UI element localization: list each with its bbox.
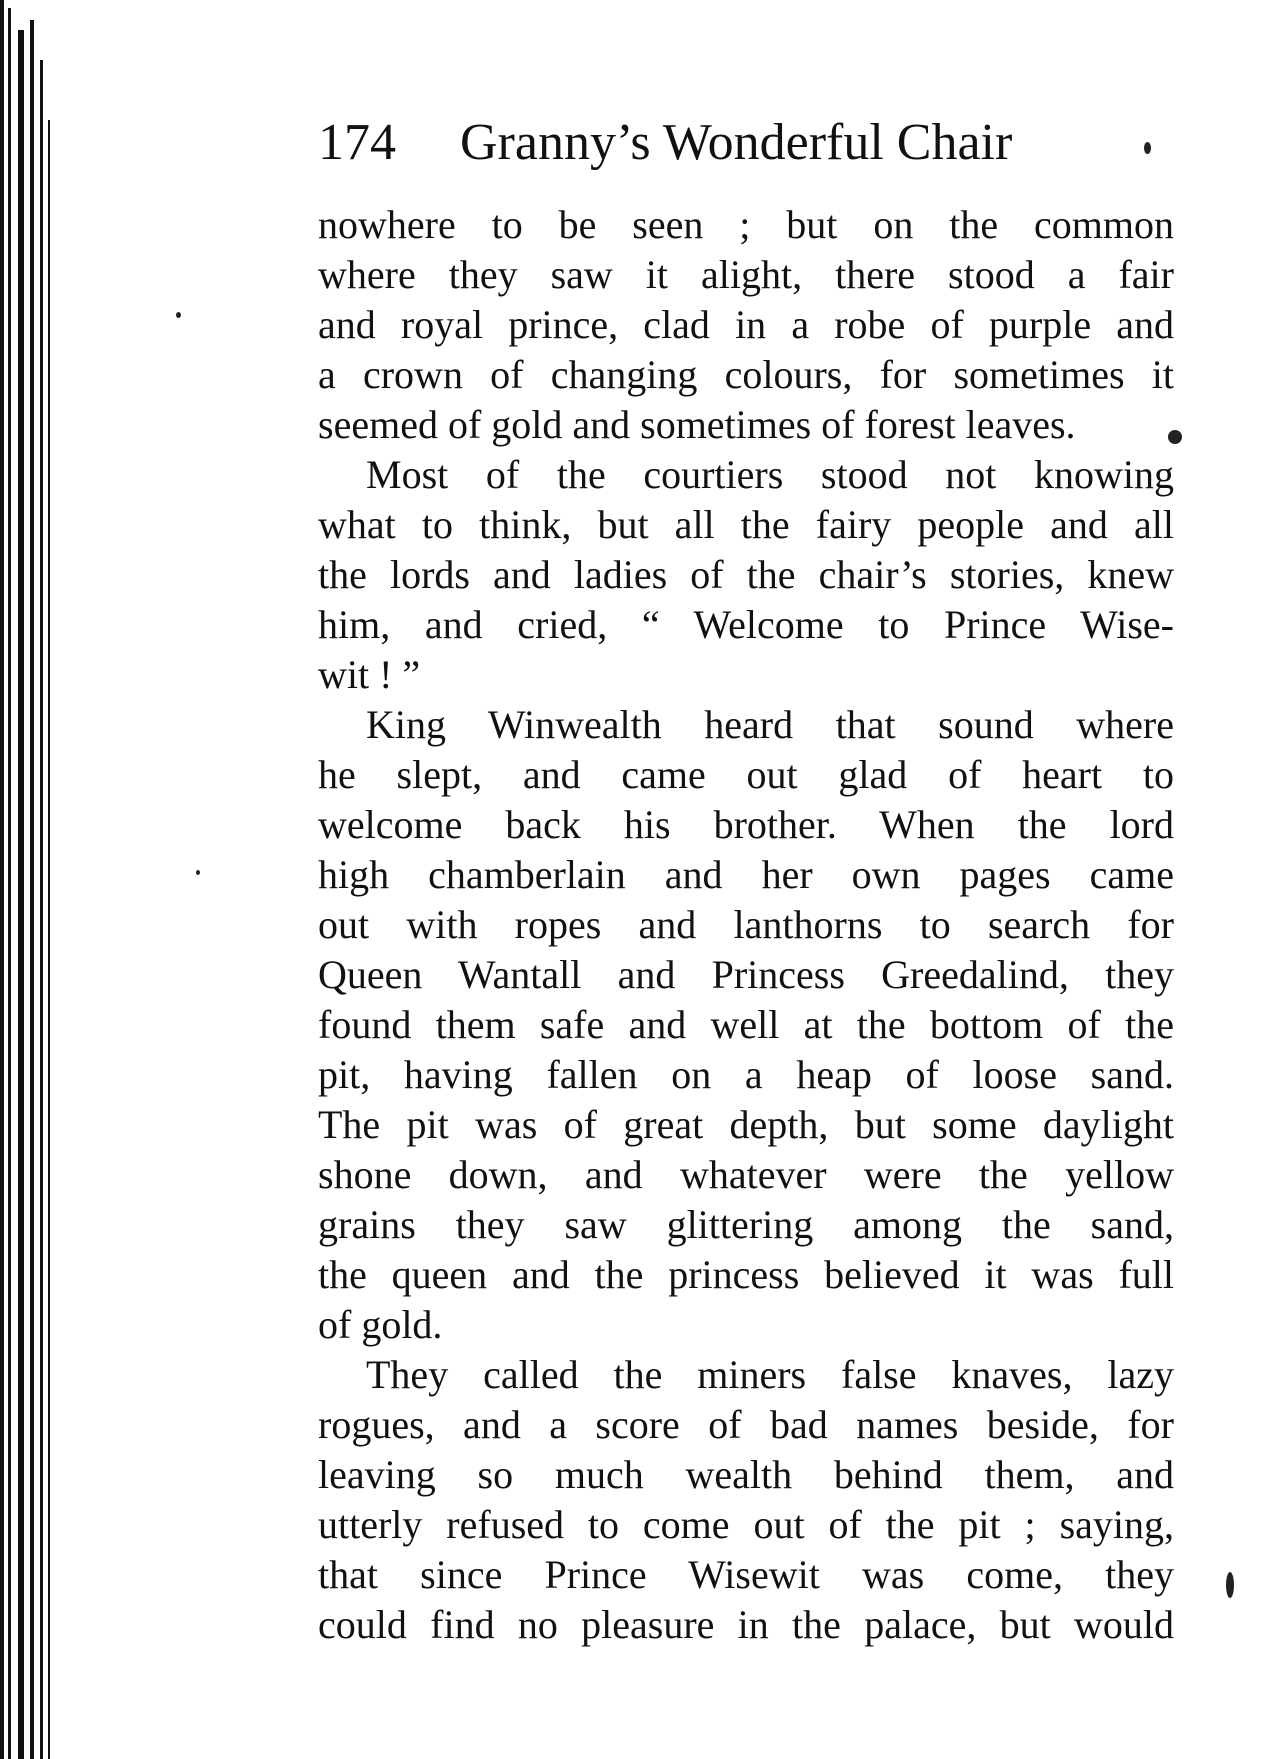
binding-edge-line [18,30,24,1759]
body-text [318,200,1174,1650]
text-line: the lords and ladies of the chair’s stories, knew [318,552,1174,597]
binding-edge-line [0,0,4,1759]
text-line: of gold. [318,1302,443,1347]
paragraph [318,1350,1174,1650]
text-line: They called the miners false knaves, lazy [366,1352,1174,1397]
text-line: rogues, and a score of bad names beside, for [318,1402,1174,1447]
paragraph [318,450,1174,700]
text-line: seemed of gold and sometimes of forest leaves. [318,402,1076,447]
text-line: that since Prince Wisewit was come, they [318,1552,1174,1597]
text-line: wit ! ” [318,652,421,697]
text-line: King Winwealth heard that sound where [366,702,1174,747]
binding-edge-line [8,8,11,1759]
running-head [318,112,1178,174]
text-line: welcome back his brother. When the lord [318,802,1174,847]
page-number: 174 [318,114,396,171]
text-line: a crown of changing colours, for sometimes it [318,352,1174,397]
text-line: out with ropes and lanthorns to search for [318,902,1174,947]
text-line: grains they saw glittering among the sand, [318,1202,1174,1247]
text-line: leaving so much wealth behind them, and [318,1452,1174,1497]
binding-edge-line [30,20,34,1759]
text-line: and royal prince, clad in a robe of purple and [318,302,1174,347]
text-line: what to think, but all the fairy people and all [318,502,1174,547]
binding-edge-line [48,120,50,1759]
text-line: Most of the courtiers stood not knowing [366,452,1174,497]
text-line: found them safe and well at the bottom of the [318,1002,1174,1047]
text-line: high chamberlain and her own pages came [318,852,1174,897]
text-line: him, and cried, “ Welcome to Prince Wise- [318,602,1174,647]
text-line: could find no pleasure in the palace, but would [318,1602,1174,1647]
text-line: The pit was of great depth, but some daylight [318,1102,1174,1147]
scan-speck [176,312,181,318]
binding-edge-line [40,60,43,1759]
text-line: utterly refused to come out of the pit ; saying, [318,1502,1174,1547]
text-line: he slept, and came out glad of heart to [318,752,1174,797]
paragraph [318,700,1174,1350]
text-line: where they saw it alight, there stood a fair [318,252,1174,297]
scan-speck [1226,1572,1234,1598]
text-line: nowhere to be seen ; but on the common [318,202,1174,247]
text-line: pit, having fallen on a heap of loose sand. [318,1052,1174,1097]
paragraph [318,200,1174,450]
text-line: Queen Wantall and Princess Greedalind, they [318,952,1174,997]
running-title: Granny’s Wonderful Chair [460,114,1013,171]
text-line: the queen and the princess believed it was full [318,1252,1174,1297]
scan-speck [196,870,200,875]
text-line: shone down, and whatever were the yellow [318,1152,1174,1197]
